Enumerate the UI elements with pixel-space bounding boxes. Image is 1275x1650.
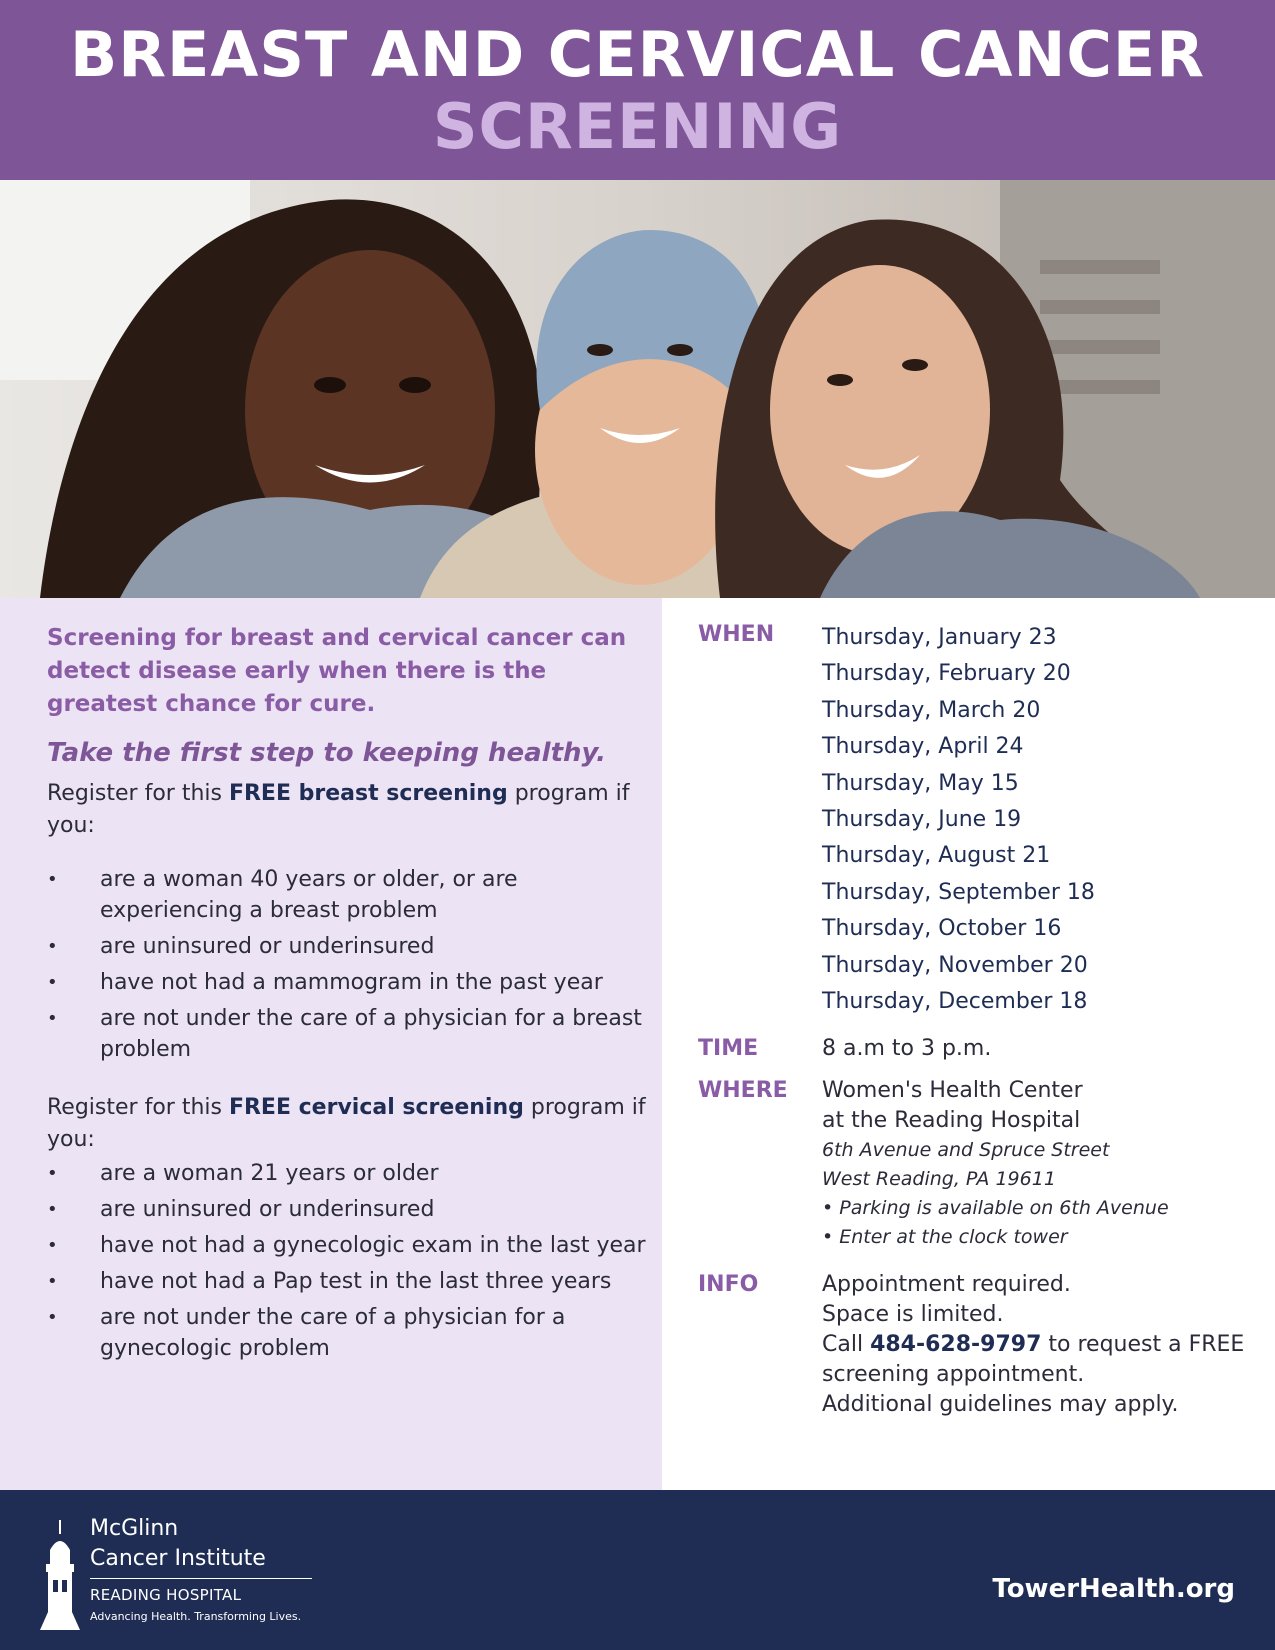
date-text: Thursday, November 20 — [822, 952, 1088, 978]
list-item-text: have not had a Pap test in the last three years — [100, 1269, 612, 1294]
phone-number[interactable]: 484-628-9797 — [870, 1332, 1042, 1357]
list-item-text: have not had a mammogram in the past year — [100, 970, 603, 995]
header-banner — [0, 0, 1275, 180]
breast-criteria-list — [47, 864, 647, 1070]
date-text: Thursday, June 19 — [822, 807, 1022, 833]
address-line-1: 6th Avenue and Spruce Street — [822, 1139, 1110, 1161]
call-pre: Call — [822, 1332, 871, 1357]
list-item — [47, 864, 647, 926]
breast-register-post: program if you: — [47, 781, 630, 838]
date-item — [822, 802, 1262, 838]
clock-tower-logo-icon — [38, 1520, 82, 1634]
details-panel — [662, 598, 1275, 1490]
hero-photo — [0, 180, 1275, 598]
intro-text: Screening for breast and cervical cancer can detect disease early when there is the greatest chance for cure. — [47, 625, 627, 717]
where-value — [822, 1076, 1262, 1252]
when-label: WHEN — [698, 622, 775, 647]
eligibility-panel — [0, 598, 662, 1490]
date-item — [822, 729, 1262, 765]
date-item — [822, 911, 1262, 947]
date-item — [822, 620, 1262, 656]
date-item — [822, 948, 1262, 984]
list-item-text: are a woman 40 years or older, or are experiencing a breast problem — [100, 867, 518, 923]
date-item — [822, 693, 1262, 729]
call-line — [822, 1330, 1262, 1390]
info-line-4: Additional guidelines may apply. — [822, 1392, 1179, 1417]
bullet-icon: • — [47, 972, 58, 993]
date-item — [822, 766, 1262, 802]
call-post: to request a FREE screening appointment. — [822, 1332, 1245, 1387]
cervical-register-post: program if you: — [47, 1095, 646, 1152]
org-name-line-2: Cancer Institute — [90, 1546, 266, 1571]
tagline: Take the first step to keeping healthy. — [47, 738, 606, 768]
list-item — [47, 1194, 647, 1225]
bullet-icon: • — [47, 1235, 58, 1256]
list-item — [47, 1266, 647, 1297]
date-text: Thursday, October 16 — [822, 916, 1062, 942]
list-item-text: are uninsured or underinsured — [100, 1197, 435, 1222]
time-value: 8 a.m to 3 p.m. — [822, 1036, 992, 1061]
footer — [0, 1490, 1275, 1650]
list-item-text: are not under the care of a physician for a breast problem — [100, 1006, 642, 1062]
breast-register-bold: FREE breast screening — [228, 781, 508, 806]
entrance-note: • Enter at the clock tower — [822, 1226, 1068, 1248]
list-item-text: are not under the care of a physician for a gynecologic problem — [100, 1305, 566, 1361]
page-title: BREAST AND CERVICAL CANCER — [70, 18, 1205, 91]
page-subtitle: SCREENING — [432, 90, 843, 163]
org-name-line-1: McGlinn — [90, 1516, 179, 1541]
date-text: Thursday, August 21 — [822, 843, 1051, 869]
date-text: Thursday, April 24 — [822, 734, 1024, 760]
date-item — [822, 838, 1262, 874]
list-item — [47, 1158, 647, 1189]
org-slogan: Advancing Health. Transforming Lives. — [90, 1610, 302, 1623]
address-line-2: West Reading, PA 19611 — [822, 1168, 1056, 1190]
date-text: Thursday, May 15 — [822, 770, 1019, 796]
date-item — [822, 984, 1262, 1020]
info-line-2: Space is limited. — [822, 1302, 1004, 1327]
date-item — [822, 656, 1262, 692]
cervical-register-pre: Register for this — [47, 1095, 229, 1120]
info-line-1: Appointment required. — [822, 1272, 1071, 1297]
list-item-text: are a woman 21 years or older — [100, 1161, 439, 1186]
date-text: Thursday, January 23 — [822, 625, 1057, 650]
cervical-register-bold: FREE cervical screening — [228, 1095, 524, 1120]
list-item — [47, 1302, 647, 1364]
bullet-icon: • — [47, 1271, 58, 1292]
bullet-icon: • — [47, 1008, 58, 1029]
list-item-text: are uninsured or underinsured — [100, 934, 435, 959]
date-text: Thursday, March 20 — [822, 697, 1041, 723]
time-label: TIME — [698, 1036, 759, 1061]
list-item — [47, 931, 647, 962]
breast-register-pre: Register for this — [47, 781, 229, 806]
website-link[interactable]: TowerHealth.org — [992, 1574, 1235, 1604]
bullet-icon: • — [47, 936, 58, 957]
date-text: Thursday, September 18 — [822, 879, 1095, 905]
bullet-icon: • — [47, 1163, 58, 1184]
breast-register-text — [47, 778, 647, 842]
bullet-icon: • — [47, 1307, 58, 1328]
info-label: INFO — [698, 1272, 759, 1297]
logo-divider — [90, 1578, 312, 1579]
where-label: WHERE — [698, 1078, 788, 1103]
org-hospital: READING HOSPITAL — [90, 1586, 242, 1604]
list-item — [47, 1003, 647, 1065]
parking-note: • Parking is available on 6th Avenue — [822, 1197, 1169, 1219]
bullet-icon: • — [47, 869, 58, 890]
info-value — [822, 1270, 1262, 1420]
dates-list — [822, 620, 1262, 1020]
bullet-icon: • — [47, 1199, 58, 1220]
where-line-2: at the Reading Hospital — [822, 1108, 1081, 1133]
date-text: Thursday, December 18 — [822, 989, 1088, 1015]
cervical-criteria-list — [47, 1158, 647, 1369]
date-item — [822, 875, 1262, 911]
cervical-register-text — [47, 1092, 647, 1156]
date-text: Thursday, February 20 — [822, 661, 1071, 687]
where-line-1: Women's Health Center — [822, 1078, 1083, 1103]
list-item — [47, 967, 647, 998]
list-item-text: have not had a gynecologic exam in the last year — [100, 1233, 646, 1258]
list-item — [47, 1230, 647, 1261]
